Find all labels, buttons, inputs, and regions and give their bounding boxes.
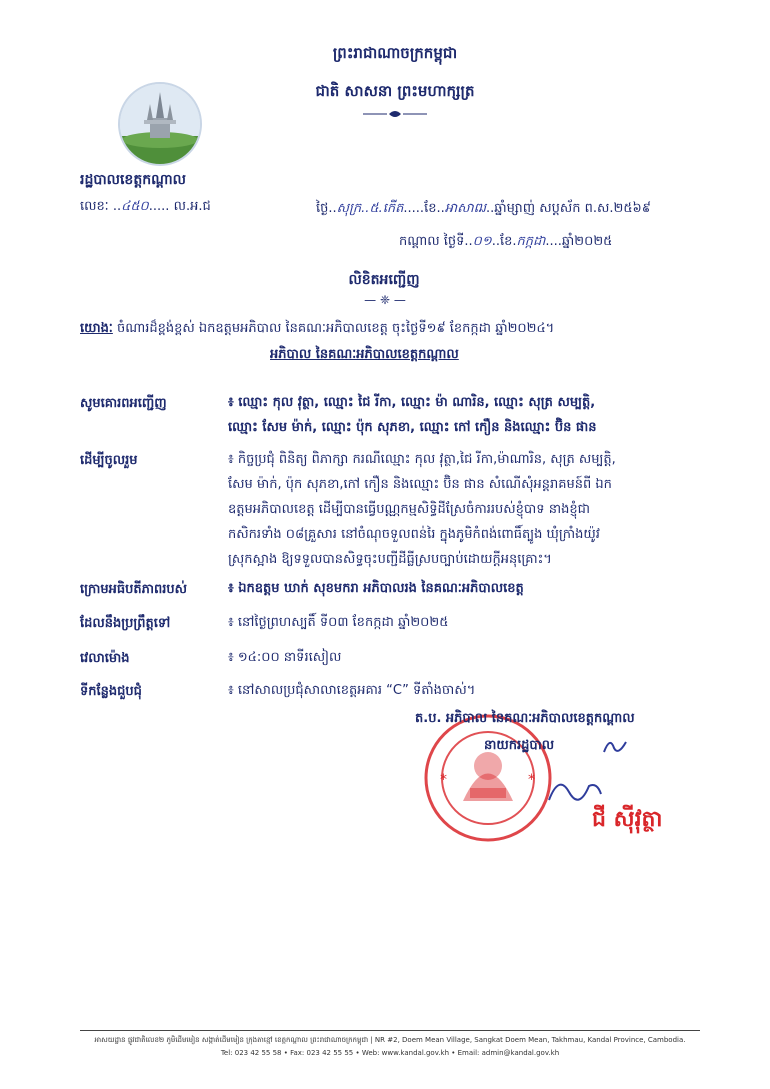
temple-emblem-icon <box>120 84 200 164</box>
title-ornament: — ❈ — <box>364 293 406 307</box>
solar-month-label: ខែ <box>499 234 513 249</box>
purpose-line-2: សែម ម៉ាក់, ប៉ុក សុភខា,កៅ កឿន និងឈ្មោះ ប៊ិន ផាន សំណើសុំអន្តរាគមន៍ពី ឯក <box>228 477 612 492</box>
footer-divider <box>80 1030 700 1031</box>
held-on-label: ដែលនឹងប្រព្រឹត្តទៅ <box>80 616 171 631</box>
subject-label: យោងៈ <box>80 321 113 336</box>
signature-title: នាយករដ្ឋបាល <box>484 738 555 753</box>
footer-contact: Tel: 023 42 55 58 • Fax: 023 42 55 55 • Web: www.kandal.gov.kh • Email: admin@kandal.gov.kh <box>220 1049 560 1057</box>
lunar-month-label: ខែ <box>424 201 437 216</box>
venue-label: ទីកន្លែងជួបជុំ <box>80 684 142 699</box>
lunar-date: ថ្ងៃ..សុក្រ..៥.កើត.....ខែ..អាសាឍ..ឆ្នាំម្សាញ់ សប្តស័ក ព.ស.២៥៦៩ <box>316 201 651 216</box>
invitee-line-2: ឈ្មោះ សែម ម៉ាក់, ឈ្មោះ ប៉ុក សុភខា, ឈ្មោះ កៅ កឿន និងឈ្មោះ ប៊ិន ផាន <box>228 420 597 435</box>
time-value: ៖ ១៤:០០ នាទីរសៀល <box>228 650 342 665</box>
reference-number: លេខៈ ..៤៥០..... ល.អ.ជ <box>80 199 211 214</box>
purpose-label: ដើម្បីចូលរួម <box>80 453 138 468</box>
solar-day-handwritten: ០១ <box>472 234 492 249</box>
held-on-value: ៖ នៅថ្ងៃព្រហស្បតិ៍ ទី០៣ ខែកក្កដា ឆ្នាំ២០២៥ <box>228 615 449 630</box>
province-administration: រដ្ឋបាលខេត្តកណ្ដាល <box>80 172 186 188</box>
invitee-label: សូមគោរពអញ្ជើញ <box>80 396 167 411</box>
ref-suffix: ល.អ.ជ <box>173 199 211 214</box>
pen-initial-icon <box>600 734 630 758</box>
footer-address: អាសយដ្ឋាន ផ្លូវជាតិលេខ២ ភូមិដើមមៀន សង្កាត់ដើមមៀន ក្រុងតាខ្មៅ ខេត្តកណ្ដាល ព្រះរាជាណាចក្រកម្ពុជា | NR #2, Doem Mean Village, Sangkat Doem Mean, Takhmau, Kandal Province, Cambodia. <box>94 1036 686 1044</box>
subject-line <box>80 320 554 339</box>
subject-text: ចំណារដ៏ខ្ពង់ខ្ពស់ ឯកឧត្តមអភិបាល នៃគណៈអភិបាលខេត្ត ចុះថ្ងៃទី១៩ ខែកក្កដា ឆ្នាំ២០២៤។ <box>117 321 555 336</box>
lunar-month-handwritten: អាសាឍ <box>444 201 486 216</box>
kingdom-title: ព្រះរាជាណាចក្រកម្ពុជា <box>332 44 458 62</box>
solar-month-handwritten: កក្កដា <box>516 234 546 249</box>
purpose-line-5: ស្រុកស្អាង ឱ្យទទួលបានសិទ្ធចុះបញ្ជីដីធ្លីស្របច្បាប់ដោយក្តីអនុគ្រោះ។ <box>228 552 552 567</box>
ref-label: លេខៈ <box>80 199 109 214</box>
ornament-divider-icon <box>345 108 445 120</box>
signer-name: ជី ស៊ីវុត្ថា <box>592 807 663 832</box>
signature-authority: ត.ប. អភិបាល នៃគណៈអភិបាលខេត្តកណ្ដាល <box>415 711 635 726</box>
ref-number-handwritten: ៤៥០ <box>121 199 149 214</box>
invitee-value <box>228 390 698 440</box>
signature-scribble-icon <box>545 770 605 810</box>
solar-date: កណ្ដាល ថ្ងៃទី..០១..ខែ.កក្កដា....ឆ្នាំ២០២៥ <box>399 234 613 249</box>
host-heading: អភិបាល នៃគណៈអភិបាលខេត្តកណ្ដាល <box>270 347 459 362</box>
initial-mark <box>600 734 630 762</box>
chaired-by-value: ៖ ឯកឧត្តម ឃាក់ សុខមករា អភិបាលរង នៃគណៈអភិបាលខេត្ត <box>228 581 524 596</box>
purpose-line-4: កសិករទាំង ០៨គ្រួសារ នៅចំណុចទួលពន់រៃ ក្នុងភូមិកំពង់ពោធិ៍ត្បូង ឃុំក្រាំងយ៉ូវ <box>228 527 600 542</box>
solar-prefix: កណ្ដាល ថ្ងៃទី <box>399 234 465 249</box>
purpose-line-3: ឧត្តមអភិបាលខេត្ត ដើម្បីបានធ្វើបណ្ណកម្មសិទ្ធិដីស្រែចំការរបស់ខ្ញុំបាទ នាងខ្ញុំជា <box>228 502 590 517</box>
time-label: វេលាម៉ោង <box>80 651 130 666</box>
purpose-line-1: ៖ កិច្ចប្រជុំ ពិនិត្យ ពិភាក្សា ករណីឈ្មោះ កុល វុត្ថា,ជៃ រីកា,ម៉ាណារិន, សុត្រ សម្បត្តិ, <box>228 452 616 467</box>
svg-text:*: * <box>440 772 447 788</box>
chaired-by-label: ក្រោមអធិបតីភាពរបស់ <box>80 582 188 597</box>
lunar-year-text: ឆ្នាំម្សាញ់ សប្តស័ក ព.ស.២៥៦៩ <box>494 201 651 216</box>
lunar-day-handwritten: សុក្រ..៥.កើត <box>336 201 404 216</box>
purpose-value <box>228 447 698 572</box>
svg-text:*: * <box>528 772 535 788</box>
document-title: លិខិតអញ្ជើញ <box>348 272 420 288</box>
solar-year: ឆ្នាំ២០២៥ <box>561 234 613 249</box>
national-motto: ជាតិ សាសនា ព្រះមហាក្សត្រ <box>315 82 475 100</box>
invitee-line-1: ៖ ឈ្មោះ កុល វុត្ថា, ឈ្មោះ ជៃ រីកា, ឈ្មោះ ម៉ា ណារិន, ឈ្មោះ សុត្រ សម្បត្តិ, <box>228 395 596 410</box>
header-ornament <box>345 108 445 123</box>
lunar-prefix: ថ្ងៃ <box>316 201 329 216</box>
venue-value: ៖ នៅសាលប្រជុំសាលាខេត្តអគារ “C” ទីតាំងចាស់។ <box>228 683 476 698</box>
provincial-logo <box>118 82 202 166</box>
